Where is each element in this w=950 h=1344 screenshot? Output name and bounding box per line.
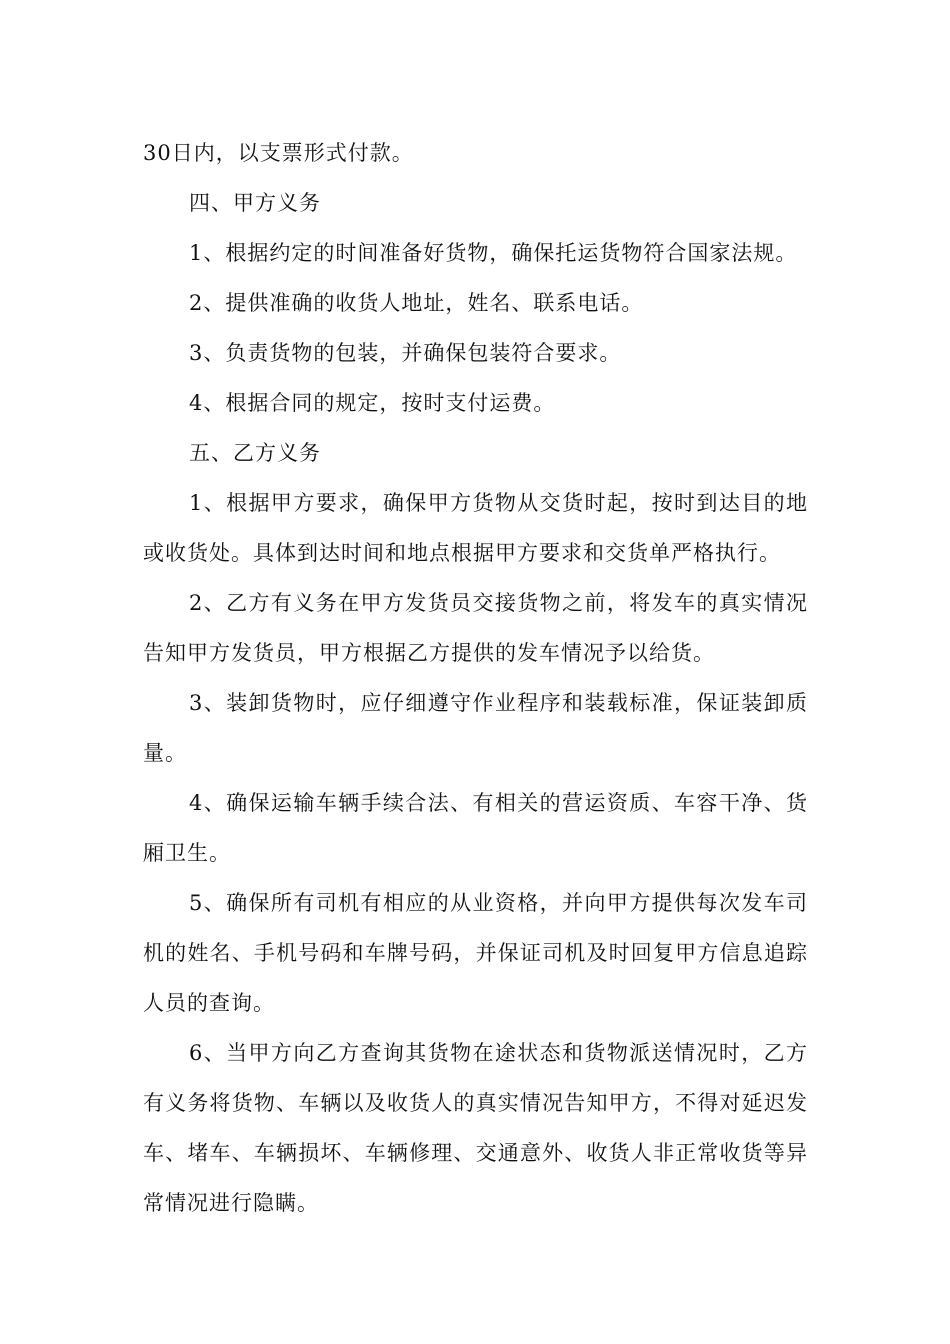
paragraph-party-b-item-1: 1、根据甲方要求，确保甲方货物从交货时起，按时到达目的地或收货处。具体到达时间和地点根据甲方要求和交货单严格执行。	[143, 491, 808, 565]
heading-party-b-obligations: 五、乙方义务	[189, 441, 321, 465]
paragraph-payment-terms: 30日内，以支票形式付款。	[143, 141, 414, 165]
paragraph-party-a-item-1: 1、根据约定的时间准备好货物，确保托运货物符合国家法规。	[189, 241, 798, 265]
paragraph-party-b-item-4: 4、确保运输车辆手续合法、有相关的营运资质、车容干净、货厢卫生。	[143, 791, 808, 865]
heading-party-a-obligations: 四、甲方义务	[189, 191, 321, 215]
paragraph-party-b-item-3: 3、装卸货物时，应仔细遵守作业程序和装载标准，保证装卸质量。	[143, 691, 808, 765]
paragraph-party-b-item-5: 5、确保所有司机有相应的从业资格，并向甲方提供每次发车司机的姓名、手机号码和车牌号码，并保证司机及时回复甲方信息追踪人员的查询。	[143, 891, 808, 1015]
paragraph-party-b-item-2: 2、乙方有义务在甲方发货员交接货物之前，将发车的真实情况告知甲方发货员，甲方根据乙方提供的发车情况予以给货。	[143, 591, 808, 665]
paragraph-party-b-item-6: 6、当甲方向乙方查询其货物在途状态和货物派送情况时，乙方有义务将货物、车辆以及收货人的真实情况告知甲方，不得对延迟发车、堵车、车辆损坏、车辆修理、交通意外、收货人非正常收货等异常情况进行隐瞒。	[143, 1041, 808, 1215]
paragraph-party-a-item-2: 2、提供准确的收货人地址，姓名、联系电话。	[189, 291, 644, 315]
document-body	[143, 128, 808, 1228]
paragraph-party-a-item-3: 3、负责货物的包装，并确保包装符合要求。	[189, 341, 622, 365]
paragraph-party-a-item-4: 4、根据合同的规定，按时支付运费。	[189, 391, 556, 415]
